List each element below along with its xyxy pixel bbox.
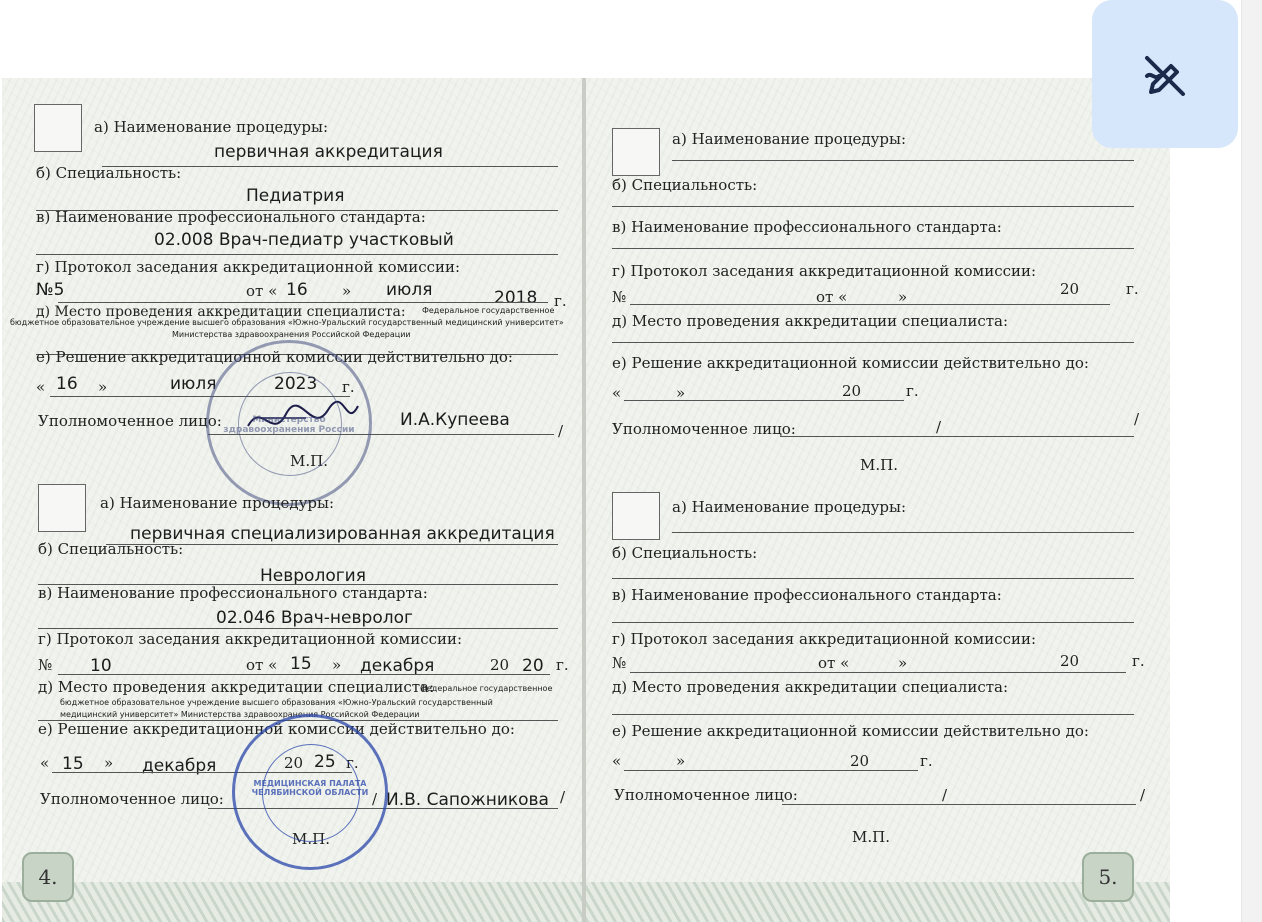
label-quote-close: »	[332, 656, 342, 674]
label-g: г.	[906, 382, 919, 400]
label-mp: М.П.	[860, 456, 898, 474]
label-mp: М.П.	[292, 830, 330, 848]
line	[36, 254, 558, 255]
line	[624, 770, 918, 771]
label-num-sign: №	[38, 656, 53, 674]
page-number-badge: 4.	[22, 852, 74, 902]
label-procedure: а) Наименование процедуры:	[672, 498, 906, 516]
label-place: д) Место проведения аккредитации специалиста:	[38, 678, 435, 696]
annotate-toggle-button[interactable]	[1092, 0, 1238, 148]
value-place-1-line3: Министерства здравоохранения Российской Федерации	[172, 330, 411, 339]
label-protocol: г) Протокол заседания аккредитационной комиссии:	[38, 630, 463, 648]
value-procedure-2: первичная специализированная аккредитация	[130, 524, 555, 544]
value-protocol-month-2: декабря	[360, 656, 435, 676]
value-place-2-line3: медицинский университет» Министерства здравоохранения Российской Федерации	[60, 710, 420, 719]
document-scan	[2, 78, 1170, 922]
label-place: д) Место проведения аккредитации специалиста:	[612, 678, 1009, 696]
vertical-scrollbar[interactable]	[1241, 0, 1262, 922]
label-specialty: б) Специальность:	[36, 164, 182, 182]
value-authorized-1: И.А.Купеева	[400, 410, 510, 430]
label-quote-open: «	[612, 752, 622, 770]
value-valid-day-1: 16	[56, 374, 78, 394]
value-standard-2: 02.046 Врач-невролог	[216, 608, 413, 628]
label-slash: /	[942, 786, 948, 804]
label-authorized: Уполномоченное лицо:	[40, 790, 224, 808]
label-quote-close: »	[676, 384, 686, 402]
checkbox-entry2	[38, 484, 86, 532]
label-decision: е) Решение аккредитационной комиссии действительно до:	[36, 348, 513, 366]
label-standard: в) Наименование профессионального стандарта:	[612, 218, 1002, 236]
value-valid-year-2: 25	[314, 752, 336, 772]
label-quote-open: «	[36, 378, 46, 396]
line	[612, 578, 1134, 579]
value-place-1-line1: Федеральное государственное	[422, 306, 555, 315]
checkbox-entry4	[612, 492, 660, 540]
value-authorized-2: И.В. Сапожникова	[386, 790, 549, 810]
value-valid-month-1: июля	[170, 374, 217, 394]
line	[612, 342, 1134, 343]
label-specialty: б) Специальность:	[612, 176, 758, 194]
label-quote-open: «	[40, 754, 50, 772]
label-slash: /	[1134, 410, 1140, 428]
label-twenty: 20	[490, 656, 510, 674]
line	[672, 532, 1134, 533]
label-decision: е) Решение аккредитационной комиссии действительно до:	[612, 354, 1089, 372]
label-twenty: 20	[284, 754, 304, 772]
value-standard-1: 02.008 Врач-педиатр участковый	[154, 230, 454, 250]
line	[782, 804, 1136, 805]
value-protocol-day-1: 16	[286, 280, 308, 300]
seal-stamp-gray: Министерство здравоохранения России	[206, 340, 372, 506]
label-slash: /	[1140, 786, 1146, 804]
label-quote-close: »	[342, 282, 352, 300]
label-procedure: а) Наименование процедуры:	[100, 494, 334, 512]
value-protocol-month-1: июля	[386, 280, 433, 300]
label-authorized: Уполномоченное лицо:	[612, 420, 796, 438]
label-twenty: 20	[1060, 280, 1080, 298]
label-decision: е) Решение аккредитационной комиссии действительно до:	[38, 720, 515, 738]
label-from: от «	[816, 288, 848, 306]
line	[630, 304, 1110, 305]
value-protocol-year-2: 20	[522, 656, 544, 676]
label-protocol: г) Протокол заседания аккредитационной комиссии:	[612, 262, 1037, 280]
right-page	[586, 78, 1170, 922]
line	[612, 622, 1134, 623]
label-slash: /	[560, 788, 566, 806]
label-slash: /	[936, 418, 942, 436]
page-number-badge: 5.	[1082, 852, 1134, 902]
label-quote-close: »	[676, 752, 686, 770]
label-quote-close: »	[898, 654, 908, 672]
label-twenty: 20	[850, 752, 870, 770]
label-mp: М.П.	[290, 452, 328, 470]
label-quote-close: »	[104, 754, 114, 772]
label-place: д) Место проведения аккредитации специалиста:	[612, 312, 1009, 330]
value-protocol-day-2: 15	[290, 654, 312, 674]
seal-stamp-blue: МЕДИЦИНСКАЯ ПАЛАТА ЧЕЛЯБИНСКОЙ ОБЛАСТИ	[232, 714, 388, 870]
label-g: г.	[346, 754, 359, 772]
checkbox-entry3	[612, 128, 660, 176]
value-protocol-number-1: №5	[36, 280, 65, 300]
label-procedure: а) Наименование процедуры:	[672, 130, 906, 148]
label-procedure: а) Наименование процедуры:	[94, 118, 328, 136]
line	[612, 206, 1134, 207]
label-from: от «	[818, 654, 850, 672]
label-num-sign: №	[612, 654, 627, 672]
label-g: г.	[920, 752, 933, 770]
label-specialty: б) Специальность:	[38, 540, 184, 558]
label-specialty: б) Специальность:	[612, 544, 758, 562]
label-quote-close: »	[898, 288, 908, 306]
line	[672, 160, 1134, 161]
value-place-2-line2: бюджетное образовательное учреждение высшего образования «Южно-Уральский государственный	[60, 698, 493, 707]
line	[38, 628, 558, 629]
line	[780, 436, 1134, 437]
label-slash: /	[372, 790, 378, 808]
value-place-1-line2: бюджетное образовательное учреждение высшего образования «Южно-Уральский государственный медицинский университет»	[10, 318, 564, 327]
label-standard: в) Наименование профессионального стандарта:	[38, 584, 428, 602]
decorative-band	[2, 882, 582, 922]
label-place: д) Место проведения аккредитации специалиста:	[36, 304, 406, 320]
left-page	[2, 78, 582, 922]
label-from: от «	[246, 656, 278, 674]
value-valid-month-2: декабря	[142, 756, 217, 776]
label-twenty: 20	[842, 382, 862, 400]
value-place-2-line1: Федеральное государственное	[420, 684, 553, 693]
line	[624, 400, 904, 401]
label-protocol: г) Протокол заседания аккредитационной комиссии:	[36, 258, 461, 276]
value-protocol-year-1: 2018	[494, 288, 538, 308]
label-protocol: г) Протокол заседания аккредитационной комиссии:	[612, 630, 1037, 648]
value-protocol-number-2: 10	[90, 656, 112, 676]
label-from: от «	[246, 282, 278, 300]
label-quote-open: «	[612, 384, 622, 402]
pen-off-icon	[1137, 46, 1193, 102]
label-g: г.	[556, 656, 569, 674]
label-authorized: Уполномоченное лицо:	[38, 412, 222, 430]
value-specialty-2: Неврология	[260, 566, 366, 586]
value-valid-day-2: 15	[62, 754, 84, 774]
label-num-sign: №	[612, 288, 627, 306]
label-g: г.	[554, 292, 567, 310]
line	[58, 674, 550, 675]
label-twenty: 20	[1060, 652, 1080, 670]
label-standard: в) Наименование профессионального стандарта:	[36, 208, 426, 226]
checkbox-entry1	[34, 104, 82, 152]
label-standard: в) Наименование профессионального стандарта:	[612, 586, 1002, 604]
label-g: г.	[342, 378, 355, 396]
label-authorized: Уполномоченное лицо:	[614, 786, 798, 804]
line	[58, 302, 548, 303]
label-slash: /	[558, 422, 564, 440]
label-decision: е) Решение аккредитационной комиссии действительно до:	[612, 722, 1089, 740]
value-specialty-1: Педиатрия	[246, 186, 345, 206]
label-g: г.	[1132, 652, 1145, 670]
label-quote-close: »	[98, 378, 108, 396]
value-valid-year-1: 2023	[274, 374, 318, 394]
line	[612, 248, 1134, 249]
value-procedure-1: первичная аккредитация	[214, 142, 443, 162]
line	[630, 672, 1126, 673]
line	[612, 714, 1134, 715]
label-mp: М.П.	[852, 828, 890, 846]
label-g: г.	[1126, 280, 1139, 298]
